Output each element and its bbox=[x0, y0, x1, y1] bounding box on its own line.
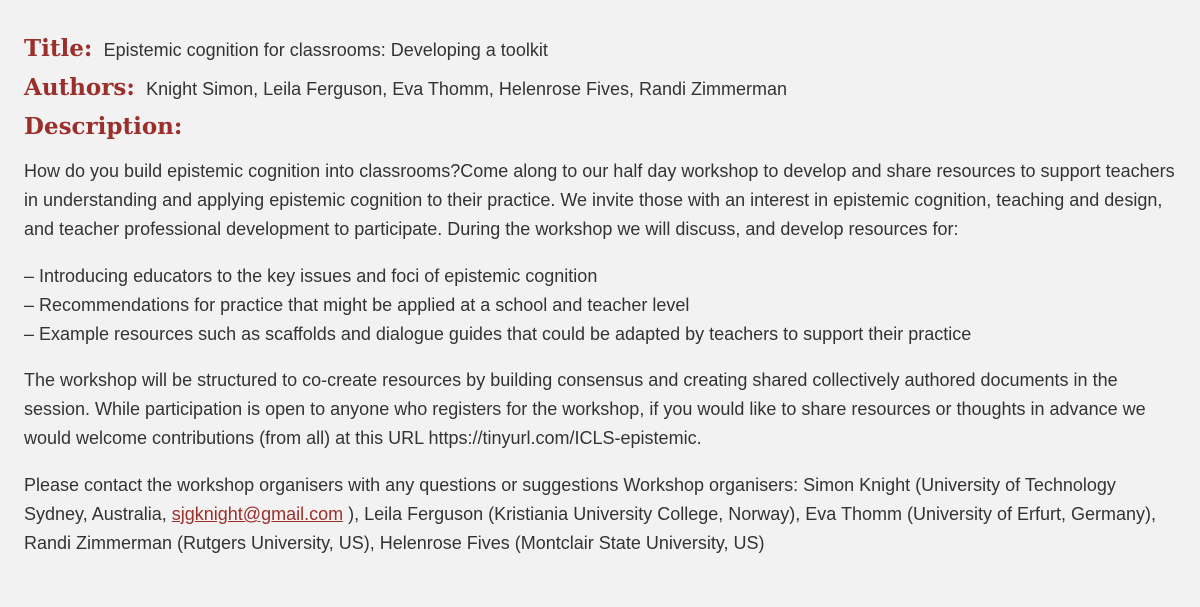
title-row bbox=[24, 30, 1200, 69]
title-label: Title: bbox=[24, 35, 93, 62]
workshop-title: Epistemic cognition for classrooms: Developing a toolkit bbox=[103, 40, 548, 60]
authors-list: Knight Simon, Leila Ferguson, Eva Thomm, Helenrose Fives, Randi Zimmerman bbox=[146, 79, 788, 99]
contact-text-before: Please contact the workshop organisers with any questions or suggestions Workshop organisers: Simon Knight (University of Technology Sydney, Australia, bbox=[24, 475, 1116, 524]
contact-email-link[interactable]: sjgknight@gmail.com bbox=[171, 504, 344, 524]
authors-row bbox=[24, 69, 1200, 108]
contact-text-after: ), Leila Ferguson (Kristiania University College, Norway), Eva Thomm (University of Erfurt, Germany), Randi Zimmerman (Rutgers University, US), Helenrose Fives (Montclair State University, US) bbox=[24, 504, 1157, 553]
authors-label: Authors: bbox=[24, 74, 135, 101]
resource-list bbox=[24, 262, 1184, 349]
resource-list-item: – Recommendations for practice that might be applied at a school and teacher level bbox=[24, 295, 690, 315]
resource-list-item: – Introducing educators to the key issues and foci of epistemic cognition bbox=[24, 266, 598, 286]
description-heading-row bbox=[24, 108, 1200, 147]
contact-paragraph bbox=[24, 471, 1184, 558]
description-structure: The workshop will be structured to co-create resources by building consensus and creating shared collectively authored documents in the session. While participation is open to anyone who registers for the workshop, if you would like to share resources or thoughts in advance we would welcome contributions (from all) at this URL https://tinyurl.com/ICLS-epistemic. bbox=[24, 370, 1146, 448]
description-intro: How do you build epistemic cognition into classrooms?Come along to our half day workshop to develop and share resources to support teachers in understanding and applying epistemic cognition to their practice. We invite those with an interest in epistemic cognition, teaching and design, and teacher professional development to participate. During the workshop we will discuss, and develop resources for: bbox=[24, 161, 1175, 239]
description-body bbox=[24, 157, 1184, 558]
resource-list-item: – Example resources such as scaffolds and dialogue guides that could be adapted by teachers to support their practice bbox=[24, 324, 972, 344]
description-label: Description: bbox=[24, 113, 183, 140]
